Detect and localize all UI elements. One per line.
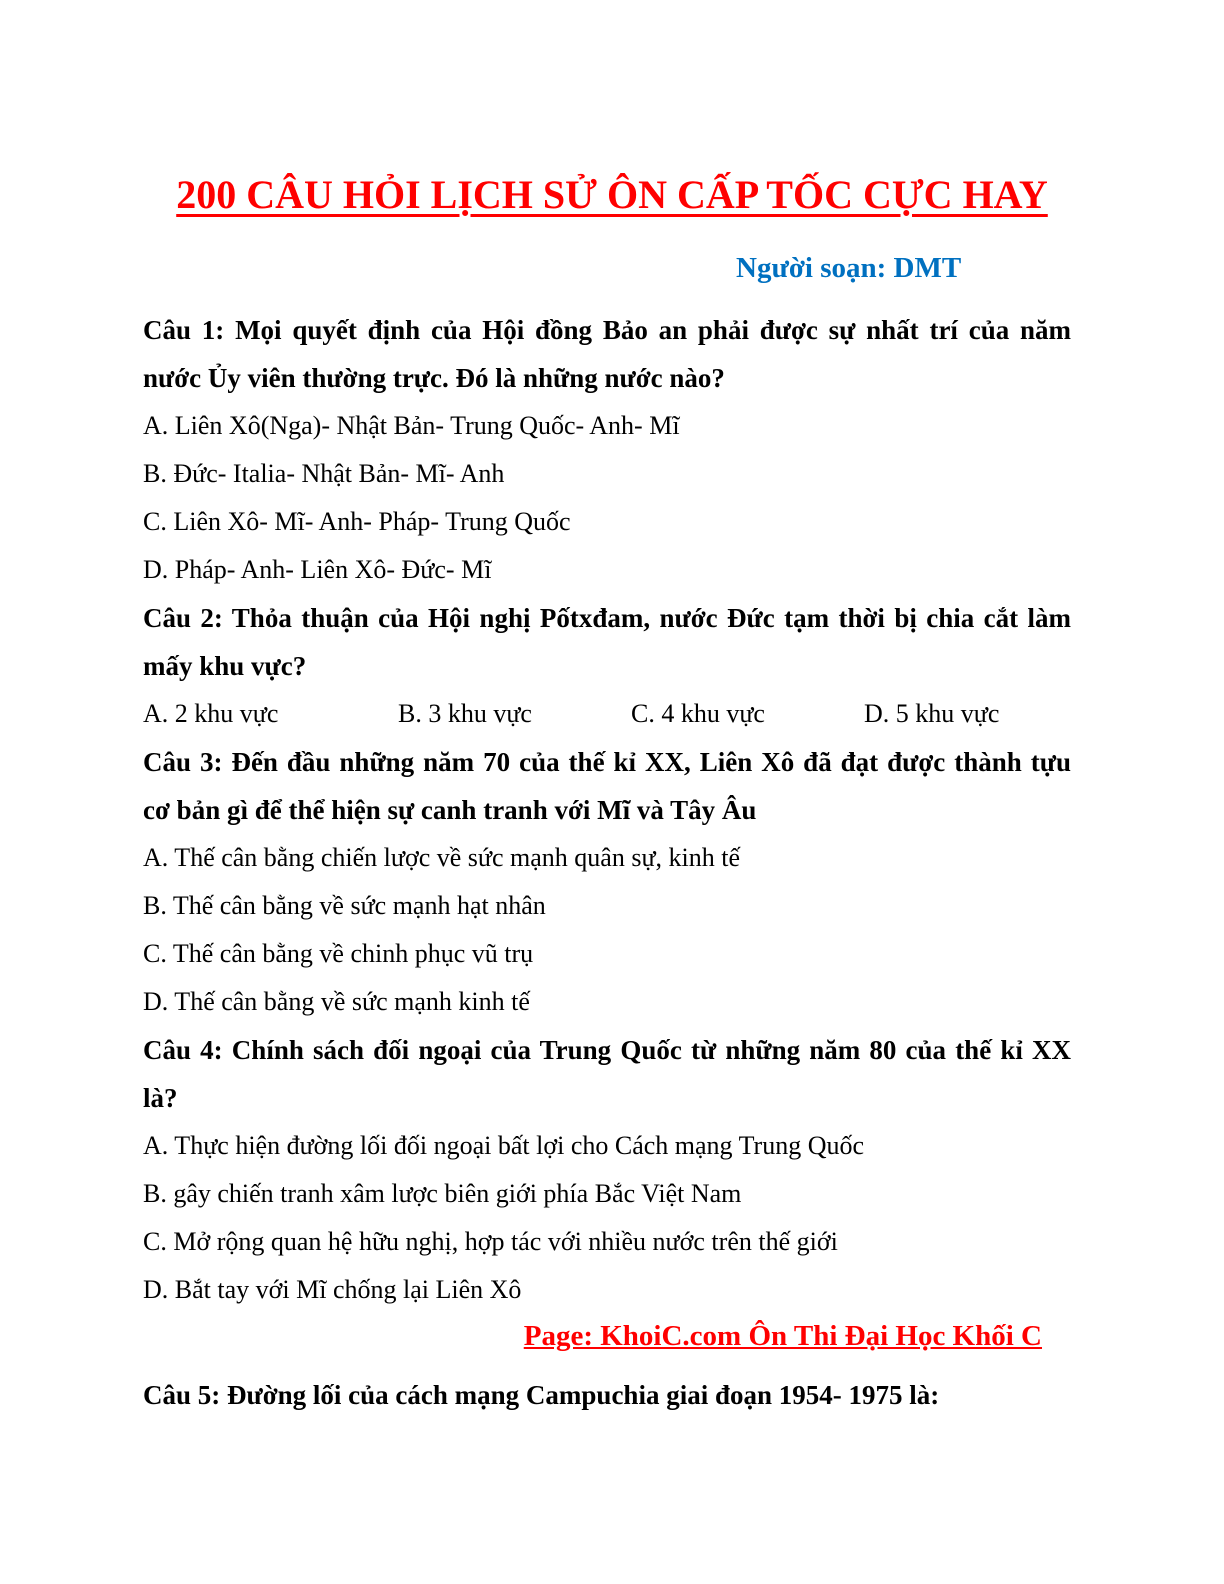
answer-option: A. Liên Xô(Nga)- Nhật Bản- Trung Quốc- Anh- Mĩ (143, 411, 680, 440)
answer-option: A. Thực hiện đường lối đối ngoại bất lợi cho Cách mạng Trung Quốc (143, 1131, 865, 1160)
answer-option: D. Bắt tay với Mĩ chống lại Liên Xô (143, 1275, 522, 1304)
answer-options-row (143, 690, 1071, 738)
answer-option: B. 3 khu vực (398, 699, 532, 728)
answer-option: C. Mở rộng quan hệ hữu nghị, hợp tác với nhiều nước trên thế giới (143, 1227, 838, 1256)
answer-option: D. Thế cân bằng về sức mạnh kinh tế (143, 987, 530, 1016)
document-title: 200 CÂU HỎI LỊCH SỬ ÔN CẤP TỐC CỰC HAY (176, 172, 1048, 217)
question-text: Câu 3: Đến đầu những năm 70 của thế kỉ XX, Liên Xô đã đạt được thành tựu (143, 747, 1071, 777)
question-text: nước Ủy viên thường trực. Đó là những nước nào? (143, 363, 725, 393)
answer-option: C. 4 khu vực (631, 699, 765, 728)
answer-option: A. 2 khu vực (143, 699, 279, 728)
answer-option: A. Thế cân bằng chiến lược về sức mạnh quân sự, kinh tế (143, 843, 741, 872)
question-text: Câu 2: Thỏa thuận của Hội nghị Pốtxđam, nước Đức tạm thời bị chia cắt làm (143, 603, 1071, 633)
answer-option: C. Liên Xô- Mĩ- Anh- Pháp- Trung Quốc (143, 507, 571, 536)
answer-option: D. Pháp- Anh- Liên Xô- Đức- Mĩ (143, 555, 492, 584)
answer-option: B. gây chiến tranh xâm lược biên giới phía Bắc Việt Nam (143, 1179, 742, 1208)
questions-content (143, 306, 1071, 1314)
question-text: Câu 1: Mọi quyết định của Hội đồng Bảo an phải được sự nhất trí của năm (143, 315, 1071, 345)
question-text: Câu 4: Chính sách đối ngoại của Trung Quốc từ những năm 80 của thế kỉ XX (143, 1035, 1071, 1065)
question-text: là? (143, 1083, 178, 1113)
answer-option: B. Thế cân bằng về sức mạnh hạt nhân (143, 891, 546, 920)
question-3 (143, 738, 1071, 1026)
question-text: mấy khu vực? (143, 651, 307, 681)
question-2 (143, 594, 1071, 738)
page-link[interactable]: Page: KhoiC.com Ôn Thi Đại Học Khối C (523, 1320, 1042, 1352)
question-5-text: Câu 5: Đường lối của cách mạng Campuchia giai đoạn 1954- 1975 là: (143, 1380, 940, 1410)
question-4 (143, 1026, 1071, 1314)
answer-option: D. 5 khu vực (864, 699, 1000, 728)
answer-option: B. Đức- Italia- Nhật Bản- Mĩ- Anh (143, 459, 505, 488)
answer-option: C. Thế cân bằng về chinh phục vũ trụ (143, 939, 534, 968)
question-1 (143, 306, 1071, 594)
author-line: Người soạn: DMT (736, 252, 962, 284)
question-text: cơ bản gì để thể hiện sự canh tranh với Mĩ và Tây Âu (143, 795, 757, 825)
